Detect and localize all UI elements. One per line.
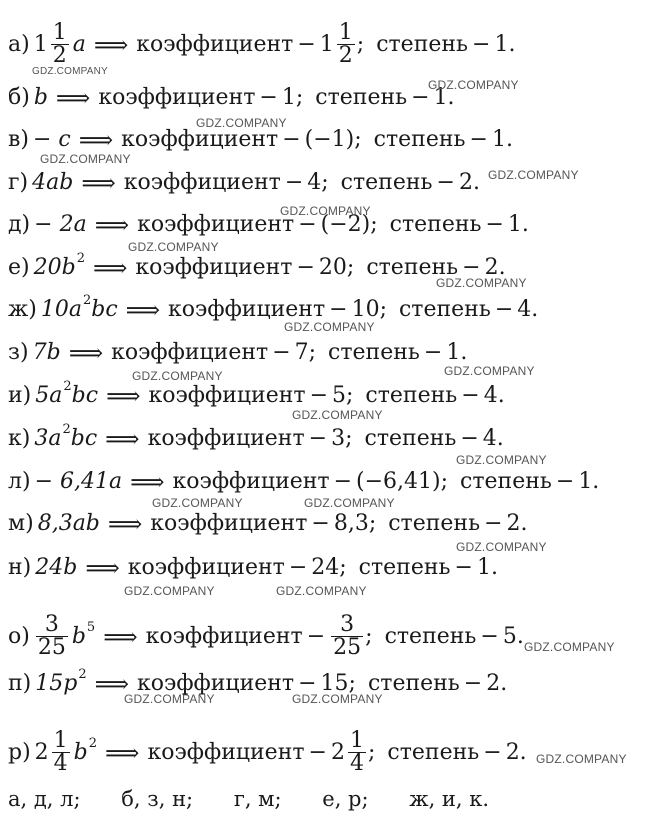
row-g: г) 4ab ⟹ коэффициент − 4; степень − 2.	[8, 169, 480, 197]
monomial: 5a $^2$ bc	[35, 379, 99, 408]
degree-word: степень	[328, 340, 420, 365]
watermark: GDZ.COMPANY	[456, 453, 547, 467]
monomial: − 2a	[34, 212, 87, 237]
degree-word: степень	[364, 426, 457, 451]
monomial: 20b $^2$	[33, 251, 85, 280]
degree-word: степень	[373, 127, 466, 152]
coefficient-word: коэффициент	[123, 170, 281, 195]
coefficient-value: 3;	[331, 426, 353, 451]
degree-word: степень	[398, 297, 491, 322]
watermark: GDZ.COMPANY	[152, 496, 243, 510]
row-label: е)	[8, 255, 30, 280]
implies-arrow: ⟹	[92, 254, 128, 282]
coefficient-value: 7;	[294, 340, 317, 365]
row-label: г)	[8, 170, 29, 195]
degree-value: 4.	[517, 297, 539, 322]
row-l: л) − 6,41a ⟹ коэффициент − (−6,41); степень − 1.	[8, 468, 600, 496]
coefficient-value: 24;	[311, 555, 347, 580]
watermark: GDZ.COMPANY	[124, 692, 215, 706]
monomial: 1 $\frac{1}{2}$ a	[33, 20, 86, 68]
row-label: м)	[8, 511, 34, 536]
row-label: р)	[8, 739, 31, 765]
degree-word: степень	[367, 671, 460, 696]
coefficient-value: (−1);	[304, 127, 362, 152]
implies-arrow: ⟹	[93, 30, 129, 59]
answer-groups	[8, 787, 523, 811]
coefficient-word: коэффициент	[147, 739, 305, 765]
degree-word: степень	[460, 469, 552, 494]
degree-word: степень	[315, 85, 408, 110]
implies-arrow: ⟹	[130, 468, 165, 496]
implies-arrow: ⟹	[94, 670, 130, 698]
implies-arrow: ⟹	[85, 554, 120, 582]
watermark: GDZ.COMPANY	[32, 66, 108, 77]
coefficient-word: коэффициент	[135, 255, 293, 280]
row-p: п) 15p $^2$ ⟹ коэффициент − 15; степень − 2.	[8, 667, 508, 698]
row-label: о)	[8, 623, 30, 649]
coefficient-value: 15;	[320, 671, 356, 696]
monomial: 7b	[32, 340, 61, 365]
watermark: GDZ.COMPANY	[304, 496, 395, 510]
degree-value: 1.	[507, 212, 529, 237]
row-zh: ж) 10a $^2$ bc ⟹ коэффициент − 10; степень − 4.	[8, 293, 539, 324]
implies-arrow: ⟹	[68, 339, 104, 367]
row-label: п)	[8, 671, 32, 696]
degree-value: 2.	[458, 170, 480, 195]
monomial: $\frac{3}{25}$ b $^5$	[37, 612, 96, 660]
watermark: GDZ.COMPANY	[524, 640, 615, 654]
answer-group: г, м;	[233, 787, 282, 811]
implies-arrow: ⟹	[81, 169, 116, 197]
monomial: − 6,41a	[34, 469, 123, 494]
monomial: 24b	[35, 555, 78, 580]
row-label: и)	[8, 383, 32, 408]
watermark: GDZ.COMPANY	[456, 540, 547, 554]
watermark: GDZ.COMPANY	[40, 152, 131, 166]
row-label: з)	[8, 340, 29, 365]
degree-value: 2.	[505, 739, 527, 765]
degree-word: степень	[358, 555, 451, 580]
coefficient-word: коэффициент	[111, 340, 269, 365]
watermark: GDZ.COMPANY	[132, 369, 223, 383]
watermark: GDZ.COMPANY	[488, 168, 579, 182]
row-e: е) 20b $^2$ ⟹ коэффициент − 20; степень − 2.	[8, 251, 506, 282]
coefficient-word: коэффициент	[145, 623, 303, 649]
coefficient-word: коэффициент	[121, 127, 279, 152]
watermark: GDZ.COMPANY	[536, 752, 627, 766]
degree-value: 1.	[446, 340, 468, 365]
coefficient-word: коэффициент	[168, 297, 326, 322]
coefficient-value: (−2);	[320, 212, 378, 237]
monomial: − c	[32, 127, 71, 152]
implies-arrow: ⟹	[106, 382, 141, 410]
monomial: 2 $\frac{1}{4}$ b $^2$	[34, 728, 98, 776]
implies-arrow: ⟹	[94, 211, 130, 239]
degree-word: степень	[376, 31, 469, 57]
degree-value: 2.	[484, 255, 506, 280]
row-z: з) 7b ⟹ коэффициент − 7; степень − 1.	[8, 339, 468, 367]
watermark: GDZ.COMPANY	[124, 584, 215, 598]
row-label: а)	[8, 31, 30, 57]
answer-group: е, р;	[322, 787, 369, 811]
implies-arrow: ⟹	[55, 84, 91, 112]
degree-value: 4.	[483, 383, 505, 408]
degree-word: степень	[340, 170, 433, 195]
coefficient-value: 20;	[318, 255, 355, 280]
row-a: а) 1 $\frac{1}{2}$ a ⟹ коэффициент − 1 $\frac{1}{2}$ ; степень − 1.	[8, 20, 516, 68]
degree-word: степень	[389, 212, 482, 237]
coefficient-value: 1;	[281, 85, 304, 110]
degree-word: степень	[387, 739, 480, 765]
coefficient-value: $\frac{3}{25}$	[333, 612, 362, 660]
coefficient-word: коэффициент	[137, 671, 295, 696]
row-n: н) 24b ⟹ коэффициент − 24; степень − 1.	[8, 554, 498, 582]
row-v: в) − c ⟹ коэффициент − (−1); степень − 1.	[8, 126, 513, 154]
coefficient-word: коэффициент	[137, 212, 295, 237]
coefficient-value: (−6,41);	[356, 469, 449, 494]
coefficient-word: коэффициент	[98, 85, 256, 110]
row-label: к)	[8, 426, 31, 451]
coefficient-value: 8,3;	[333, 511, 377, 536]
monomial: b	[33, 85, 48, 110]
coefficient-word: коэффициент	[127, 555, 285, 580]
row-label: б)	[8, 85, 30, 110]
coefficient-value: 2 $\frac{1}{4}$	[330, 728, 364, 776]
implies-arrow: ⟹	[107, 510, 143, 538]
monomial: 15p $^2$	[35, 667, 87, 696]
degree-word: степень	[384, 623, 477, 649]
implies-arrow: ⟹	[105, 425, 140, 453]
coefficient-value: 4;	[307, 170, 329, 195]
degree-word: степень	[388, 511, 481, 536]
coefficient-value: 1 $\frac{1}{2}$	[319, 20, 353, 68]
watermark: GDZ.COMPANY	[276, 584, 367, 598]
row-m: м) 8,3ab ⟹ коэффициент − 8,3; степень − 2.	[8, 510, 528, 538]
watermark: GDZ.COMPANY	[292, 408, 383, 422]
row-d: д) − 2a ⟹ коэффициент − (−2); степень − 1.	[8, 211, 529, 239]
coefficient-word: коэффициент	[147, 426, 305, 451]
answer-group: ж, и, к.	[409, 787, 490, 811]
row-label: в)	[8, 127, 29, 152]
watermark: GDZ.COMPANY	[284, 320, 375, 334]
monomial: 3a $^2$ bc	[34, 422, 98, 451]
watermark: GDZ.COMPANY	[436, 276, 527, 290]
row-b: б) b ⟹ коэффициент − 1; степень − 1.	[8, 84, 455, 112]
implies-arrow: ⟹	[103, 622, 138, 651]
coefficient-value: 10;	[351, 297, 387, 322]
row-label: н)	[8, 555, 32, 580]
coefficient-word: коэффициент	[148, 383, 306, 408]
coefficient-word: коэффициент	[136, 31, 294, 57]
row-k: к) 3a $^2$ bc ⟹ коэффициент − 3; степень − 4.	[8, 422, 504, 453]
coefficient-word: коэффициент	[172, 469, 330, 494]
implies-arrow: ⟹	[78, 126, 114, 154]
coefficient-value: 5;	[332, 383, 354, 408]
monomial: 10a $^2$ bc	[40, 293, 118, 322]
watermark: GDZ.COMPANY	[128, 240, 219, 254]
watermark: GDZ.COMPANY	[292, 692, 383, 706]
implies-arrow: ⟹	[125, 296, 161, 324]
answer-group: б, з, н;	[121, 787, 194, 811]
degree-word: степень	[366, 255, 459, 280]
coefficient-word: коэффициент	[150, 511, 308, 536]
degree-value: 2.	[486, 671, 508, 696]
row-label: ж)	[8, 297, 37, 322]
implies-arrow: ⟹	[105, 738, 140, 767]
degree-value: 2.	[506, 511, 528, 536]
watermark: GDZ.COMPANY	[444, 364, 535, 378]
degree-value: 1.	[491, 127, 513, 152]
degree-value: 1.	[578, 469, 600, 494]
monomial: 4ab	[32, 170, 74, 195]
degree-value: 5.	[502, 623, 524, 649]
degree-value: 1.	[433, 85, 455, 110]
row-r: р) 2 $\frac{1}{4}$ b $^2$ ⟹ коэффициент − 2 $\frac{1}{4}$ ; степень − 2.	[8, 728, 527, 776]
row-label: д)	[8, 212, 31, 237]
degree-value: 4.	[482, 426, 504, 451]
degree-value: 1.	[476, 555, 498, 580]
watermark: GDZ.COMPANY	[280, 204, 371, 218]
row-i: и) 5a $^2$ bc ⟹ коэффициент − 5; степень − 4.	[8, 379, 505, 410]
row-o: о) $\frac{3}{25}$ b $^5$ ⟹ коэффициент − $\frac{3}{25}$ ; степень − 5.	[8, 612, 524, 660]
row-label: л)	[8, 469, 31, 494]
monomial: 8,3ab	[37, 511, 100, 536]
answer-group: а, д, л;	[8, 787, 81, 811]
degree-value: 1.	[494, 31, 516, 57]
watermark: GDZ.COMPANY	[196, 116, 287, 130]
watermark: GDZ.COMPANY	[428, 78, 519, 92]
degree-word: степень	[365, 383, 458, 408]
fraction: $\frac{1}{2}$	[52, 20, 67, 68]
